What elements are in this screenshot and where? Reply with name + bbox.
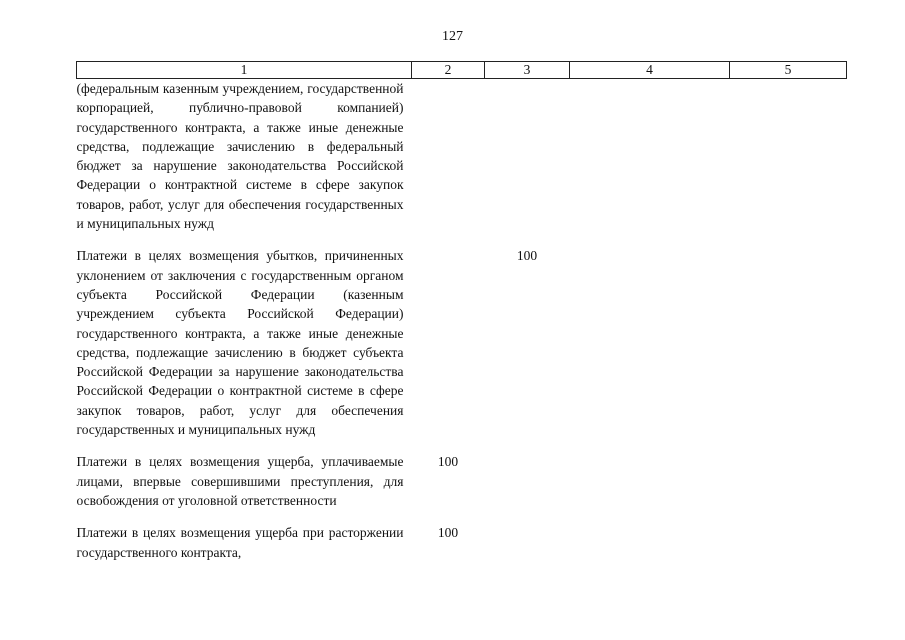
row-col5-value	[730, 523, 847, 562]
table-row	[77, 79, 847, 234]
table-row	[77, 246, 847, 439]
column-header-2: 2	[412, 62, 485, 79]
column-header-5: 5	[730, 62, 847, 79]
row-spacer	[77, 510, 847, 523]
row-col2-value: 100	[437, 525, 459, 541]
row-col3-value	[485, 452, 570, 510]
row-col5-value	[730, 452, 847, 510]
row-description: Платежи в целях возмещения ущерба при расторжении государственного контракта,	[76, 525, 404, 560]
table-row	[77, 523, 847, 562]
row-description: (федеральным казенным учреждением, государственной корпорацией, публично-правовой компанией) государственного контракта, а также иные денежные средства, подлежащие зачислению в федеральный бюджет за нарушение законодательства Российской Федерации о контрактной системе в сфере закупок товаров, работ, услуг для обеспечения государственных и муниципальных нужд	[76, 81, 404, 232]
row-description: Платежи в целях возмещения ущерба, уплачиваемые лицами, впервые совершившими преступления, для освобождения от уголовной ответственности	[76, 454, 404, 508]
column-header-4: 4	[570, 62, 730, 79]
row-col3-value	[485, 79, 570, 234]
row-spacer	[77, 233, 847, 246]
page-number: 127	[442, 29, 463, 44]
row-col2-value: 100	[437, 454, 459, 470]
row-col4-value	[570, 452, 730, 510]
budget-table	[76, 61, 847, 562]
row-col4-value	[570, 523, 730, 562]
row-col5-value	[730, 246, 847, 439]
row-col3-value	[485, 523, 570, 562]
row-col2-value	[412, 79, 485, 234]
row-col4-value	[570, 79, 730, 234]
row-description: Платежи в целях возмещения убытков, причиненных уклонением от заключения с государственным органом субъекта Российской Федерации (казенным учреждением субъекта Российской Федерации) государственного контракта, а также иные денежные средства, подлежащие зачислению в бюджет субъекта Российской Федерации за нарушение законодательства Российской Федерации о контрактной системе в сфере закупок товаров, работ, услуг для обеспечения государственных и муниципальных нужд	[76, 248, 404, 438]
row-col4-value	[570, 246, 730, 439]
row-col5-value	[730, 79, 847, 234]
row-spacer	[77, 439, 847, 452]
row-col2-value	[412, 246, 485, 439]
table-header-row	[77, 62, 847, 79]
column-header-1: 1	[77, 62, 412, 79]
column-header-3: 3	[485, 62, 570, 79]
row-col3-value: 100	[516, 248, 538, 264]
table-row	[77, 452, 847, 510]
